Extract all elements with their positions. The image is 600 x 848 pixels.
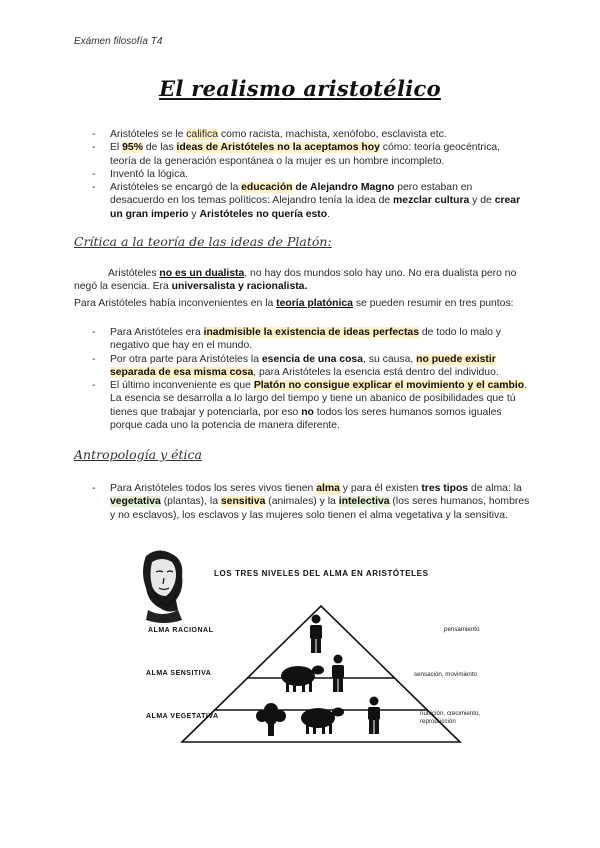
list-item: - Para Aristóteles era inadmisible la existencia de ideas perfectas de todo lo malo y negativo que hay en el mundo. <box>92 326 530 353</box>
section-heading-critica: Crítica a la teoría de las ideas de Platón: <box>74 234 332 249</box>
list-item: - Para Aristóteles todos los seres vivos tienen alma y para él existen tres tipos de alma: la vegetativa (plantas), la sensitiva (animales) y la intelectiva (los seres humanos, hombres y no esclavos), los esclavos y las mujeres solo tienen el alma vegetativa y la sensitiva. <box>92 482 530 522</box>
human-icon <box>332 655 344 693</box>
list-item: - Inventó la lógica. <box>92 168 528 181</box>
page-title: El realismo aristotélico <box>159 76 441 101</box>
list-item: - Aristóteles se encargó de la educación de Alejandro Magno pero estaban en desacuerdo en los temas políticos: Alejandro tenía la idea de mezclar cultura y de crear un gran imperio y Aristóteles no quería esto. <box>92 181 528 221</box>
list-item: - Aristóteles se le califica como racista, machista, xenófobo, esclavista etc. <box>92 128 528 141</box>
sheep-icon <box>301 708 344 735</box>
antropologia-list <box>92 482 530 522</box>
level-label-sensitiva: ALMA SENSITIVA <box>146 670 212 677</box>
section-heading-antropologia: Antropología y ética <box>74 447 202 462</box>
level-desc-vegetativa: nutrición, crecimiento, reproducción <box>420 710 481 725</box>
list-item: - El 95% de las ideas de Aristóteles no la aceptamos hoy cómo: teoría geocéntrica, teoría de la generación espontánea o la mujer es un hombre incompleto. <box>92 141 528 168</box>
level-label-racional: ALMA RACIONAL <box>148 627 214 634</box>
paragraph: Para Aristóteles había inconvenientes en la teoría platónica se pueden resumir en tres puntos: <box>74 298 514 309</box>
paragraph: Aristóteles no es un dualista, no hay dos mundos solo hay uno. No era dualista pero no negó la esencia. Era universalista y racionalista. <box>74 268 517 293</box>
human-icon <box>368 697 380 735</box>
list-item: - Por otra parte para Aristóteles la esencia de una cosa, su causa, no puede existir separada de esa misma cosa, para Aristóteles la esencia está dentro del individuo. <box>92 353 530 380</box>
tree-icon <box>256 703 286 736</box>
list-item: - El último inconveniente es que Platón no consigue explicar el movimiento y el cambio. La esencia se desarrolla a lo largo del tiempo y tiene un abanico de posibilidades que tú tienes que trabajar y potenciarla, por eso no todos los seres humanos somos iguales porque cada uno la potencia de manera diferente. <box>92 379 530 432</box>
aristotle-bust-image <box>143 550 182 623</box>
level-desc-racional: pensamiento <box>444 626 480 633</box>
level-label-vegetativa: ALMA VEGETATIVA <box>146 713 219 720</box>
level-desc-sensitiva: sensación, movimiento <box>414 671 477 678</box>
page-header: Exámen filosofía T4 <box>74 36 163 47</box>
intro-list <box>92 128 528 221</box>
diagram-title: LOS TRES NIVELES DEL ALMA EN ARISTÓTELES <box>214 569 429 578</box>
critica-list <box>92 326 530 432</box>
human-icon <box>310 615 322 654</box>
